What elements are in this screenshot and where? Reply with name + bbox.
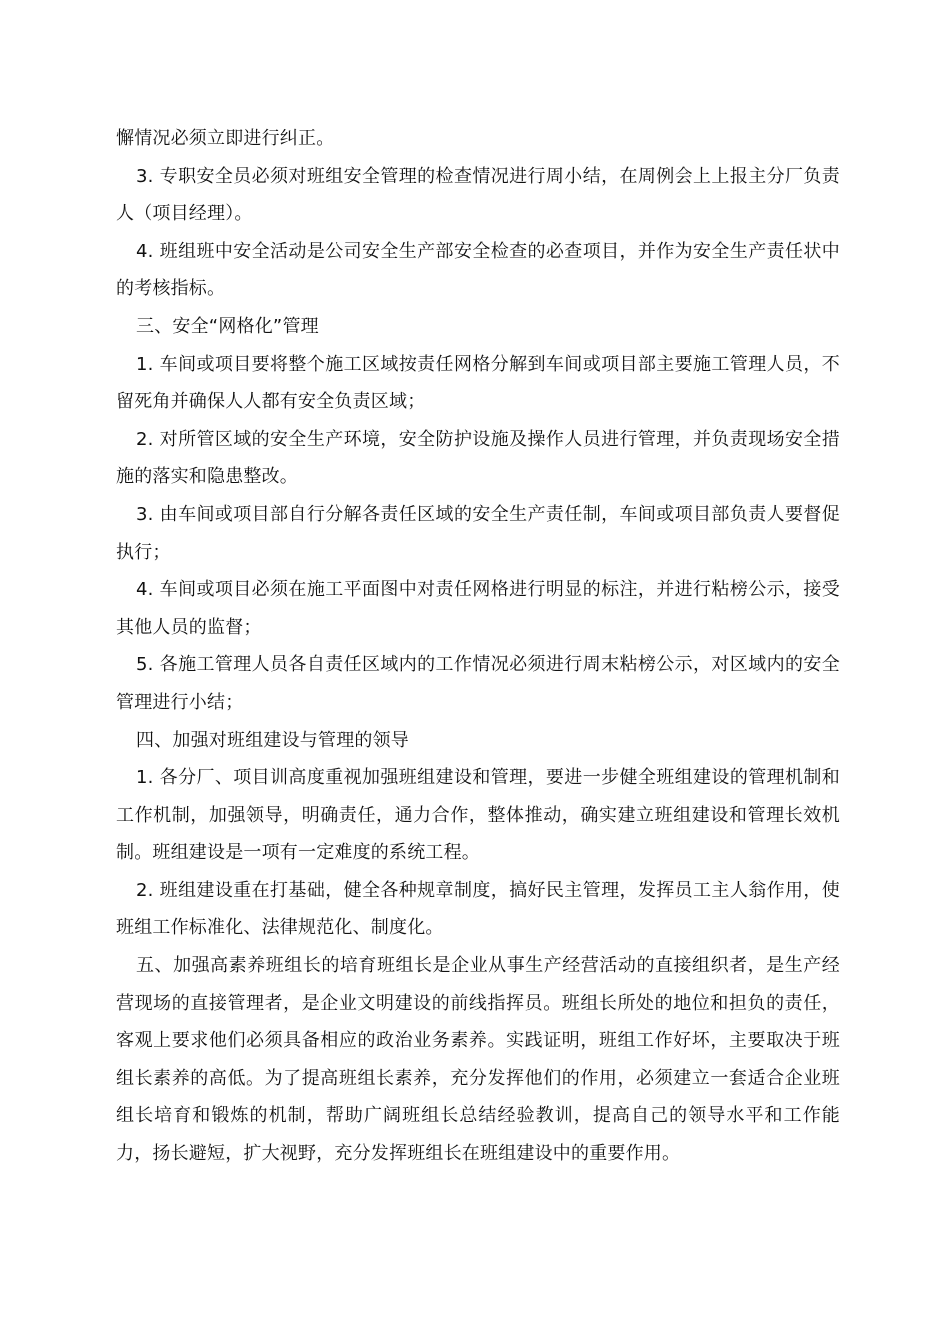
paragraph-grid-item-5: 5. 各施工管理人员各自责任区域内的工作情况必须进行周末粘榜公示，对区域内的安全管理进行小结；	[116, 654, 840, 713]
section-team-leader-training: 五、加强高素养班组长的培育班组长是企业从事生产经营活动的直接组织者，是生产经营现场的直接管理者，是企业文明建设的前线指挥员。班组长所处的地位和担负的责任，客观上要求他们必须具备相应的政治业务素养。实践证明，班组工作好坏，主要取决于班组长素养的高低。为了提高班组长素养，充分发挥他们的作用，必须建立一套适合企业班组长培育和锻炼的机制，帮助广阔班组长总结经验教训，提高自己的领导水平和工作能力，扬长避短，扩大视野，充分发挥班组长在班组建设中的重要作用。	[116, 955, 840, 1165]
section-heading-team-leadership: 四、加强对班组建设与管理的领导	[136, 729, 409, 751]
document-body	[116, 120, 840, 1173]
paragraph-grid-item-4: 4. 车间或项目必须在施工平面图中对责任网格进行明显的标注，并进行粘榜公示，接受其他人员的监督；	[116, 579, 840, 638]
paragraph-team-item-2: 2. 班组建设重在打基础，健全各种规章制度，搞好民主管理，发挥员工主人翁作用，使班组工作标准化、法律规范化、制度化。	[116, 879, 840, 939]
paragraph-continuation: 懈情况必须立即进行纠正。	[116, 128, 335, 149]
paragraph-grid-item-3: 3. 由车间或项目部自行分解各责任区域的安全生产责任制，车间或项目部负责人要督促执行；	[116, 503, 840, 563]
paragraph-team-item-1: 1. 各分厂、项目训高度重视加强班组建设和管理，要进一步健全班组建设的管理机制和工作机制，加强领导，明确责任，通力合作，整体推动，确实建立班组建设和管理长效机制。班组建设是一项有一定难度的系统工程。	[116, 767, 840, 864]
paragraph-grid-item-2: 2. 对所管区域的安全生产环境，安全防护设施及操作人员进行管理，并负责现场安全措施的落实和隐患整改。	[116, 428, 840, 488]
section-heading-grid-management: 三、安全“网格化”管理	[136, 315, 319, 337]
paragraph-grid-item-1: 1. 车间或项目要将整个施工区域按责任网格分解到车间或项目部主要施工管理人员，不留死角并确保人人都有安全负责区域；	[116, 353, 840, 413]
paragraph-item-3-weekly-summary: 3. 专职安全员必须对班组安全管理的检查情况进行周小结，在周例会上上报主分厂负责人（项目经理）。	[116, 165, 840, 225]
paragraph-item-4-inspection: 4. 班组班中安全活动是公司安全生产部安全检查的必查项目，并作为安全生产责任状中的考核指标。	[116, 240, 840, 300]
